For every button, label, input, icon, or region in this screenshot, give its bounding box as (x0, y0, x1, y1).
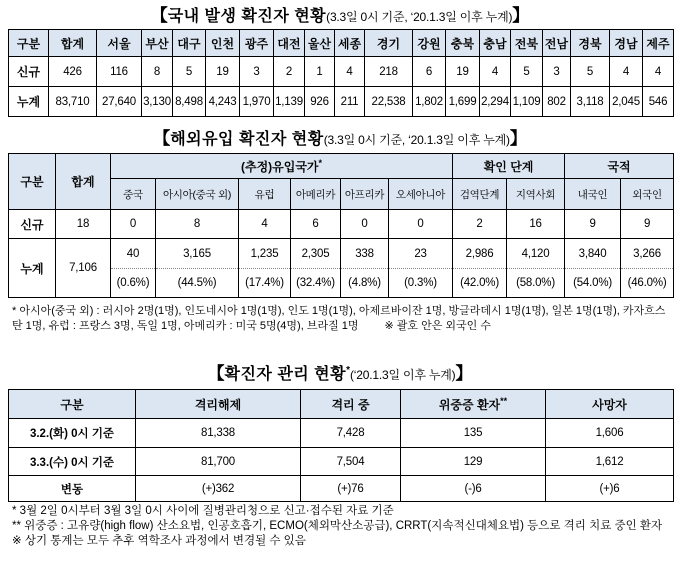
footnote-mark: * (346, 365, 351, 376)
mar2-critical-cell: 135 (401, 419, 546, 448)
cumulative-asia-cell: 3,165 (156, 239, 239, 269)
mar3-released-cell: 81,700 (136, 448, 301, 476)
header-origin-countries (111, 154, 453, 179)
new-africa-cell: 0 (341, 210, 389, 239)
percent-asia-cell: (44.5%) (156, 269, 239, 298)
cumulative-community-cell: 4,120 (507, 239, 565, 269)
header-korean: 내국인 (565, 179, 621, 210)
overseas-cases-table (8, 153, 674, 298)
new-gyeongnam-cell: 4 (610, 57, 643, 87)
percent-oceania-cell: (0.3%) (389, 269, 453, 298)
management-title (0, 363, 680, 385)
header-category: 구분 (9, 390, 136, 419)
cumulative-africa-cell: 338 (341, 239, 389, 269)
header-confirmation-stage: 확인 단계 (453, 154, 565, 179)
row-label-cumulative: 누계 (9, 87, 49, 117)
new-total-cell: 426 (49, 57, 97, 87)
title-bracket-open: 【 (153, 129, 171, 148)
table-header-row (9, 154, 674, 179)
header-seoul: 서울 (97, 30, 142, 57)
change-critical-cell: (-)6 (401, 476, 546, 502)
cumulative-daejeon-cell: 1,139 (274, 87, 305, 117)
header-china: 중국 (111, 179, 156, 210)
percent-americas-cell: (32.4%) (291, 269, 341, 298)
cumulative-ulsan-cell: 926 (305, 87, 335, 117)
mar2-deaths-cell: 1,606 (546, 419, 674, 448)
new-daejeon-cell: 2 (274, 57, 305, 87)
new-incheon-cell: 19 (206, 57, 240, 87)
cumulative-jeju-cell: 546 (643, 87, 674, 117)
domestic-title (0, 5, 680, 27)
row-label-new: 신규 (9, 57, 49, 87)
mar2-released-cell: 81,338 (136, 419, 301, 448)
header-released: 격리해제 (136, 390, 301, 419)
header-chungnam: 충남 (480, 30, 511, 57)
header-community: 지역사회 (507, 179, 565, 210)
header-asia-ex-china: 아시아(중국 외) (156, 179, 239, 210)
percent-korean-cell: (54.0%) (565, 269, 621, 298)
new-jeonbuk-cell: 5 (511, 57, 543, 87)
header-gangwon: 강원 (413, 30, 446, 57)
cumulative-gwangju-cell: 1,970 (240, 87, 274, 117)
management-title-text: 확진자 관리 현황 (224, 366, 347, 383)
overseas-title (0, 128, 680, 150)
percent-foreigner-cell: (46.0%) (621, 269, 674, 298)
percent-community-cell: (58.0%) (507, 269, 565, 298)
header-origin-countries-label: (추정)유입국가 (240, 159, 319, 174)
new-chungbuk-cell: 19 (446, 57, 480, 87)
title-bracket-close: 】 (512, 6, 530, 25)
case-management-table (8, 389, 674, 502)
header-ulsan: 울산 (305, 30, 335, 57)
header-deaths: 사망자 (546, 390, 674, 419)
new-ulsan-cell: 1 (305, 57, 335, 87)
management-title-subtitle: (‘20.1.3일 이후 누계) (350, 368, 456, 382)
cumulative-seoul-cell: 27,640 (97, 87, 142, 117)
cumulative-gyeongbuk-cell: 3,118 (571, 87, 610, 117)
change-deaths-cell: (+)6 (546, 476, 674, 502)
cumulative-americas-cell: 2,305 (291, 239, 341, 269)
new-seoul-cell: 116 (97, 57, 142, 87)
header-category: 구분 (9, 154, 56, 210)
cumulative-chungbuk-cell: 1,699 (446, 87, 480, 117)
cumulative-korean-cell: 3,840 (565, 239, 621, 269)
header-jeonbuk: 전북 (511, 30, 543, 57)
footnote-data-basis: * 3월 2일 0시부터 3월 3일 0시 사이에 질병관리청으로 신고·접수된 자료 기준 (12, 505, 394, 517)
mar2-isolated-cell: 7,428 (301, 419, 401, 448)
header-africa: 아프리카 (341, 179, 389, 210)
overseas-footnote-text: * 아시아(중국 외) : 러시아 2명(1명), 인도네시아 1명(1명), 인도 1명(1명), 아제르바이잔 1명, 방글라데시 1명(1명), 일본 1명(1명), 카자흐스탄 1명, 유럽 : 프랑스 3명, 독일 1명, 아메리카 : 미국 5명(4명), 브라질 1명 (12, 305, 666, 332)
new-europe-cell: 4 (239, 210, 291, 239)
cumulative-quarantine-cell: 2,986 (453, 239, 507, 269)
table-header-row (9, 390, 674, 419)
header-critical-label: 위중증 환자 (438, 397, 501, 412)
title-bracket-close: 】 (455, 364, 473, 383)
new-chungnam-cell: 4 (480, 57, 511, 87)
new-gangwon-cell: 6 (413, 57, 446, 87)
footnote-mark: * (318, 157, 323, 168)
cumulative-chungnam-cell: 2,294 (480, 87, 511, 117)
cumulative-jeonbuk-cell: 1,109 (511, 87, 543, 117)
footnote-statistics-disclaimer: ※ 상기 통계는 모두 추후 역학조사 과정에서 변경될 수 있음 (12, 535, 306, 547)
new-oceania-cell: 0 (389, 210, 453, 239)
header-foreigner: 외국인 (621, 179, 674, 210)
new-asia-cell: 8 (156, 210, 239, 239)
header-gwangju: 광주 (240, 30, 274, 57)
overseas-title-subtitle: (3.3일 0시 기준, ‘20.1.3일 이후 누계) (323, 133, 510, 147)
table-row-change (9, 476, 674, 502)
table-row-cumulative (9, 239, 674, 269)
domestic-cases-table (8, 29, 674, 117)
cumulative-total-cell: 83,710 (49, 87, 97, 117)
new-foreigner-cell: 9 (621, 210, 674, 239)
header-daegu: 대구 (173, 30, 206, 57)
table-row-new (9, 57, 674, 87)
new-sejong-cell: 4 (335, 57, 365, 87)
cumulative-sejong-cell: 211 (335, 87, 365, 117)
header-sejong: 세종 (335, 30, 365, 57)
header-gyeonggi: 경기 (365, 30, 413, 57)
title-bracket-open: 【 (207, 364, 225, 383)
new-community-cell: 16 (507, 210, 565, 239)
new-total-cell: 18 (56, 210, 111, 239)
cumulative-incheon-cell: 4,243 (206, 87, 240, 117)
percent-quarantine-cell: (42.0%) (453, 269, 507, 298)
new-china-cell: 0 (111, 210, 156, 239)
domestic-title-text: 국내 발생 확진자 현황 (167, 8, 327, 25)
header-busan: 부산 (142, 30, 173, 57)
management-footnotes (12, 504, 668, 549)
row-label-new: 신규 (9, 210, 56, 239)
header-incheon: 인천 (206, 30, 240, 57)
header-gyeongbuk: 경북 (571, 30, 610, 57)
header-critical (401, 390, 546, 419)
new-korean-cell: 9 (565, 210, 621, 239)
new-quarantine-cell: 2 (453, 210, 507, 239)
new-americas-cell: 6 (291, 210, 341, 239)
title-bracket-open: 【 (150, 6, 168, 25)
cumulative-oceania-cell: 23 (389, 239, 453, 269)
cumulative-total-cell: 7,106 (56, 239, 111, 298)
header-jeonnam: 전남 (543, 30, 571, 57)
cumulative-gyeonggi-cell: 22,538 (365, 87, 413, 117)
new-jeonnam-cell: 3 (543, 57, 571, 87)
header-nationality: 국적 (565, 154, 674, 179)
header-jeju: 제주 (643, 30, 674, 57)
cumulative-china-cell: 40 (111, 239, 156, 269)
mar3-deaths-cell: 1,612 (546, 448, 674, 476)
row-label-mar2: 3.2.(화) 0시 기준 (9, 419, 136, 448)
header-total: 합계 (56, 154, 111, 210)
footnote-critical-definition: ** 위중증 : 고유량(high flow) 산소요법, 인공호흡기, ECMO(체외막산소공급), CRRT(지속적신대체요법) 등으로 격리 치료 중인 환자 (12, 520, 663, 532)
table-row-cumulative (9, 87, 674, 117)
new-jeju-cell: 4 (643, 57, 674, 87)
cumulative-daegu-cell: 8,498 (173, 87, 206, 117)
header-category: 구분 (9, 30, 49, 57)
new-gyeongbuk-cell: 5 (571, 57, 610, 87)
cumulative-gyeongnam-cell: 2,045 (610, 87, 643, 117)
table-row (9, 419, 674, 448)
title-bracket-close: 】 (509, 129, 527, 148)
header-americas: 아메리카 (291, 179, 341, 210)
table-row (9, 448, 674, 476)
table-row-new (9, 210, 674, 239)
cumulative-busan-cell: 3,130 (142, 87, 173, 117)
footnote-mark: ** (500, 395, 508, 406)
header-isolated: 격리 중 (301, 390, 401, 419)
change-isolated-cell: (+)76 (301, 476, 401, 502)
overseas-title-text: 해외유입 확진자 현황 (170, 131, 324, 148)
header-chungbuk: 충북 (446, 30, 480, 57)
new-gyeonggi-cell: 218 (365, 57, 413, 87)
cumulative-foreigner-cell: 3,266 (621, 239, 674, 269)
change-released-cell: (+)362 (136, 476, 301, 502)
new-gwangju-cell: 3 (240, 57, 274, 87)
row-label-cumulative: 누계 (9, 239, 56, 298)
cumulative-gangwon-cell: 1,802 (413, 87, 446, 117)
new-daegu-cell: 5 (173, 57, 206, 87)
header-total: 합계 (49, 30, 97, 57)
header-europe: 유럽 (239, 179, 291, 210)
cumulative-europe-cell: 1,235 (239, 239, 291, 269)
cumulative-jeonnam-cell: 802 (543, 87, 571, 117)
row-label-mar3: 3.3.(수) 0시 기준 (9, 448, 136, 476)
header-daejeon: 대전 (274, 30, 305, 57)
overseas-footnote-remark: ※ 괄호 안은 외국인 수 (384, 320, 491, 332)
overseas-footnote (12, 304, 668, 334)
percent-europe-cell: (17.4%) (239, 269, 291, 298)
row-label-change: 변동 (9, 476, 136, 502)
percent-africa-cell: (4.8%) (341, 269, 389, 298)
mar3-critical-cell: 129 (401, 448, 546, 476)
header-quarantine-stage: 검역단계 (453, 179, 507, 210)
table-header-row (9, 30, 674, 57)
domestic-title-subtitle: (3.3일 0시 기준, ‘20.1.3일 이후 누계) (326, 10, 513, 24)
new-busan-cell: 8 (142, 57, 173, 87)
percent-china-cell: (0.6%) (111, 269, 156, 298)
header-oceania: 오세아니아 (389, 179, 453, 210)
header-gyeongnam: 경남 (610, 30, 643, 57)
mar3-isolated-cell: 7,504 (301, 448, 401, 476)
